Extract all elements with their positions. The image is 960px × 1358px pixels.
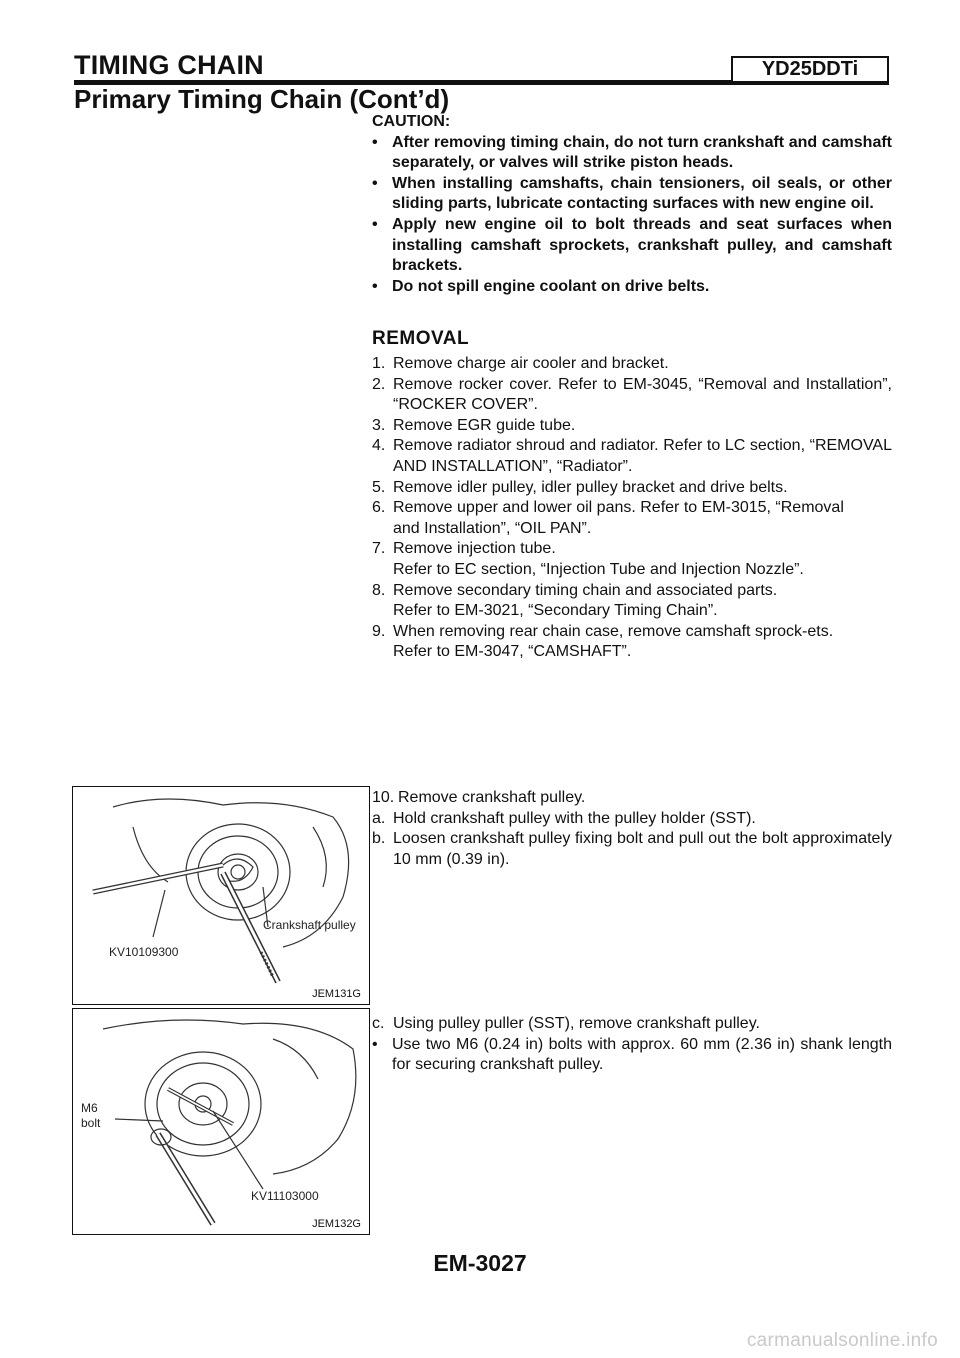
list-item: b. Loosen crankshaft pulley fixing bolt and pull out the bolt approximately 10 mm (0.39 in). [372, 830, 892, 868]
figure-pulley-holder [72, 786, 370, 1005]
list-item: • Do not spill engine coolant on drive belts. [372, 277, 892, 298]
bullet-icon: • [372, 215, 378, 233]
list-item: • Apply new engine oil to bolt threads and seat surfaces when installing camshaft sprockets, crankshaft pulley, and camshaft brackets. [372, 215, 892, 275]
bullet-icon: • [372, 133, 378, 151]
caution-block [372, 112, 892, 297]
bullet-icon: • [372, 174, 378, 192]
removal-steps [372, 354, 892, 663]
tool-label: KV11103000 [251, 1189, 319, 1203]
list-item: 3. Remove EGR guide tube. [372, 416, 576, 434]
tool-label: KV10109300 [109, 945, 179, 959]
page-number: EM-3027 [433, 1250, 527, 1276]
figure-code: JEM132G [312, 1218, 361, 1230]
list-item: 5. Remove idler pulley, idler pulley bracket and drive belts. [372, 478, 788, 496]
figure-code: JEM131G [312, 988, 361, 1000]
list-item: • When installing camshafts, chain tensioners, oil seals, or other sliding parts, lubricate contacting surfaces with new engine oil. [372, 174, 892, 213]
watermark: carmanualsonline.info [746, 1330, 938, 1351]
engine-badge: YD25DDTi [731, 56, 889, 83]
list-item: • Use two M6 (0.24 in) bolts with approx. 60 mm (2.36 in) shank length for securing crankshaft pulley. [372, 1035, 892, 1074]
list-item: c. Using pulley puller (SST), remove crankshaft pulley. [372, 1015, 760, 1032]
removal-heading: REMOVAL [372, 328, 470, 349]
step-10c-block [372, 1014, 892, 1076]
step-10-block [372, 788, 892, 870]
figure-pulley-puller [72, 1008, 370, 1235]
caution-list [372, 133, 892, 298]
bolt-label-line2: bolt [81, 1116, 101, 1130]
caution-heading: CAUTION: [372, 113, 451, 130]
list-item: 8. Remove secondary timing chain and associated parts. Refer to EM-3021, “Secondary Timing Chain”. [372, 581, 778, 620]
bullet-icon: • [372, 277, 378, 295]
list-item: 1. Remove charge air cooler and bracket. [372, 355, 669, 372]
bullet-icon: • [372, 1035, 378, 1053]
pulley-puller-illustration [73, 1009, 369, 1234]
list-item: 10. Remove crankshaft pulley. [372, 789, 586, 806]
section-title: TIMING CHAIN [74, 50, 264, 80]
list-item: • After removing timing chain, do not turn crankshaft and camshaft separately, or valves will strike piston heads. [372, 133, 892, 172]
page-subtitle: Primary Timing Chain (Cont’d) [74, 84, 450, 114]
list-item: 2. Remove rocker cover. Refer to EM-3045, “Removal and Installation”, “ROCKER COVER”. [372, 375, 892, 414]
list-item: 9. When removing rear chain case, remove camshaft sprock-ets. Refer to EM-3047, “CAMSHAFT”. [372, 622, 834, 661]
list-item: 7. Remove injection tube. Refer to EC section, “Injection Tube and Injection Nozzle”. [372, 540, 804, 578]
bolt-label-line1: M6 [81, 1101, 98, 1115]
pulley-holder-illustration [73, 787, 369, 1004]
list-item: 6. Remove upper and lower oil pans. Refer to EM-3015, “Removal and Installation”, “OIL PAN”. [372, 499, 844, 537]
list-item: a. Hold crankshaft pulley with the pulley holder (SST). [372, 809, 756, 827]
part-label: Crankshaft pulley [263, 918, 356, 932]
list-item: 4. Remove radiator shroud and radiator. Refer to LC section, “REMOVAL AND INSTALLATION”, “Radiator”. [372, 437, 892, 475]
